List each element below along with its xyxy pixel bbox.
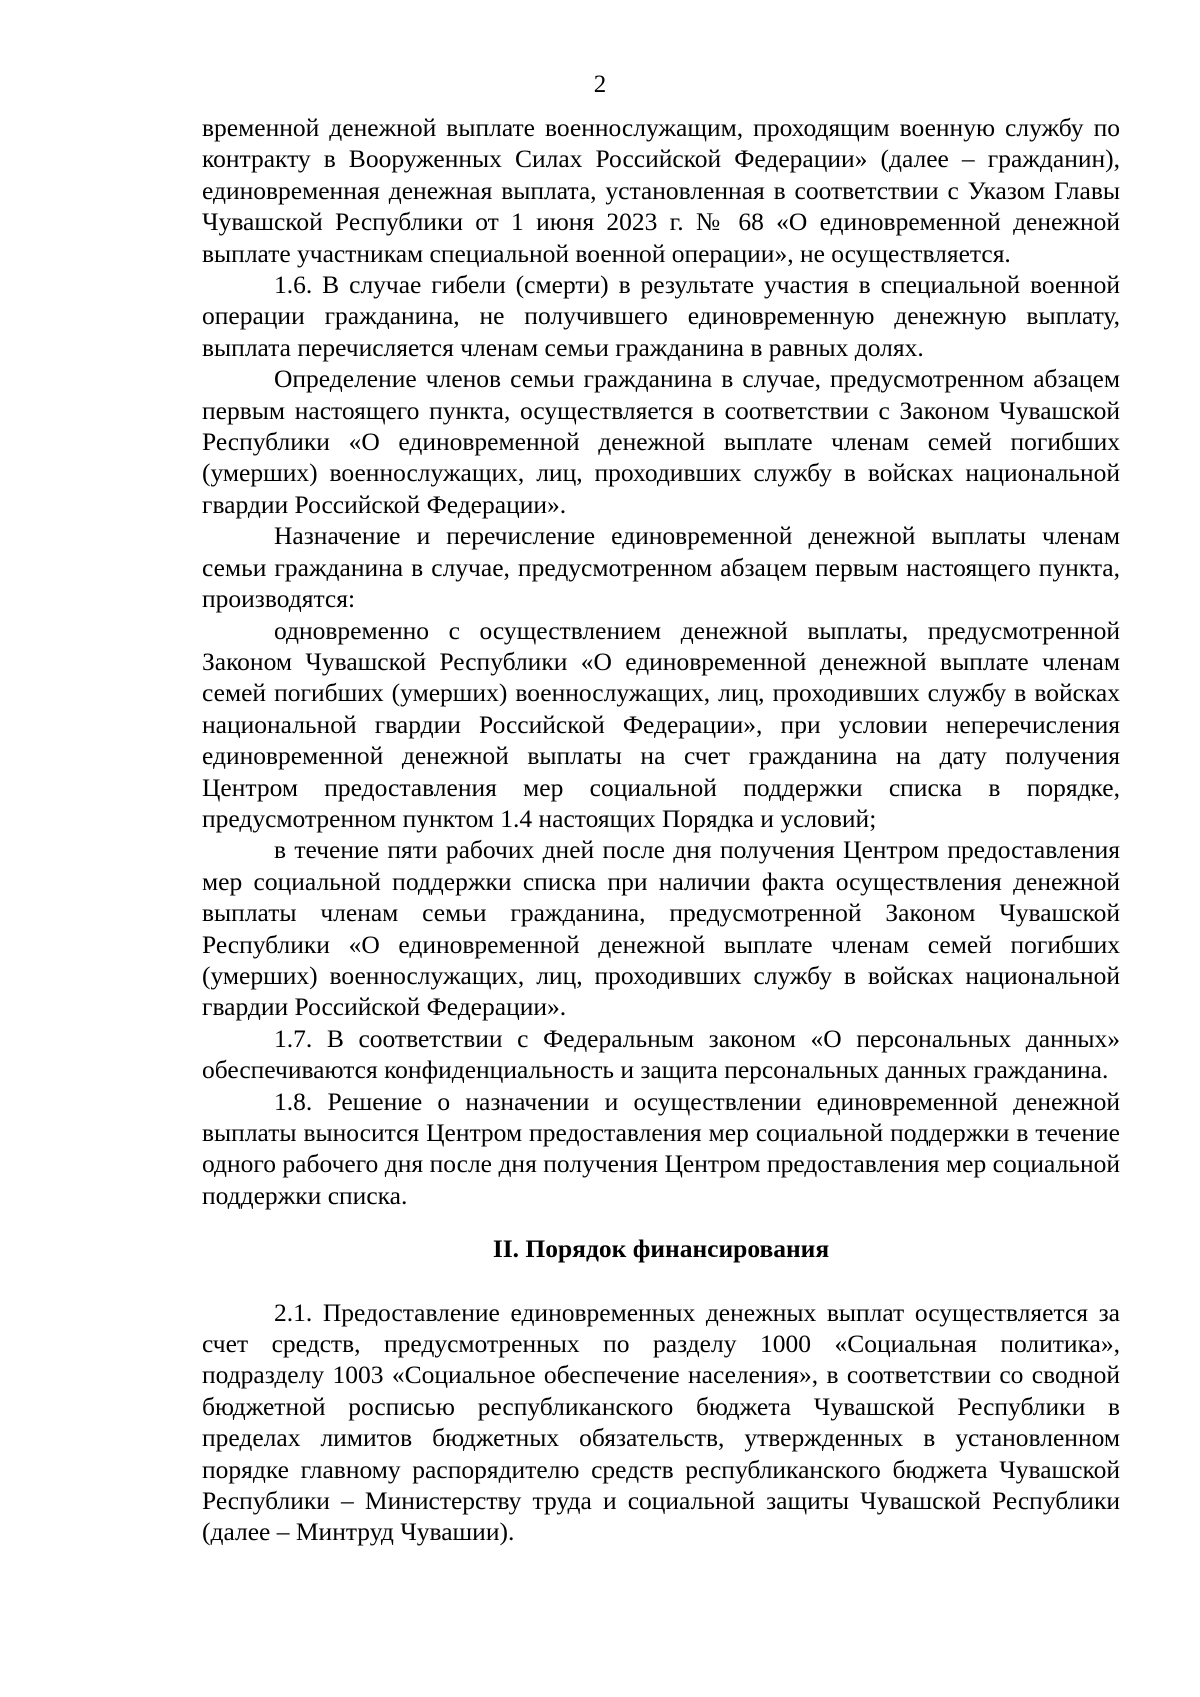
paragraph-five-days: в течение пяти рабочих дней после дня получения Центром предоставления мер социальной поддержки списка при наличии факта осуществления денежной выплаты членам семьи гражданина, предусмотренной Законом Чувашской Республики «О единовременной денежной выплате членам семей погибших (умерших) военнослужащих, лиц, проходивших службу в войсках национальной гвардии Российской Федерации». — [202, 835, 1120, 1022]
page-number: 2 — [593, 71, 607, 98]
paragraph-2-1: 2.1. Предоставление единовременных денежных выплат осуществляется за счет средств, предусмотренных по разделу 1000 «Социальная политика», подразделу 1003 «Социальное обеспечение населения», в соответствии со сводной бюджетной росписью республиканского бюджета Чувашской Республики в пределах лимитов бюджетных обязательств, утвержденных в установленном порядке главному распорядителю средств республиканского бюджета Чувашской Республики – Министерству труда и социальной защиты Чувашской Республики (далее – Минтруд Чувашии). — [202, 1297, 1120, 1547]
paragraph-1-6: 1.6. В случае гибели (смерти) в результате участия в специальной военной операции гражданина, не получившего единовременную денежную выплату, выплата перечисляется членам семьи гражданина в равных долях. — [202, 270, 1120, 362]
paragraph-continuation: временной денежной выплате военнослужащим, проходящим военную службу по контракту в Вооруженных Силах Российской Федерации» (далее – гражданин), единовременная денежная выплата, установленная в соответствии с Указом Главы Чувашской Республики от 1 июня 2023 г. № 68 «О единовременной денежной выплате участникам специальной военной операции», не осуществляется. — [202, 113, 1120, 268]
paragraph-payment-assignment: Назначение и перечисление единовременной денежной выплаты членам семьи гражданина в случае, предусмотренном абзацем первым настоящего пункта, производятся: — [202, 521, 1120, 614]
document-body — [202, 112, 1120, 1548]
paragraph-simultaneous-payment: одновременно с осуществлением денежной выплаты, предусмотренной Законом Чувашской Республики «О единовременной денежной выплате членам семей погибших (умерших) военнослужащих, лиц, проходивших службу в войсках национальной гвардии Российской Федерации», при условии неперечисления единовременной денежной выплаты на счет гражданина на дату получения Центром предоставления мер социальной поддержки списка в порядке, предусмотренном пунктом 1.4 настоящих Порядка и условий; — [202, 615, 1120, 833]
paragraph-1-8: 1.8. Решение о назначении и осуществлении единовременной денежной выплаты выносится Центром предоставления мер социальной поддержки в течение одного рабочего дня после дня получения Центром предоставления мер социальной поддержки списка. — [202, 1086, 1120, 1210]
paragraph-family-definition: Определение членов семьи гражданина в случае, предусмотренном абзацем первым настоящего пункта, осуществляется в соответствии с Законом Чувашской Республики «О единовременной денежной выплате членам семей погибших (умерших) военнослужащих, лиц, проходивших службу в войсках национальной гвардии Российской Федерации». — [202, 364, 1120, 519]
section-heading-financing: II. Порядок финансирования — [492, 1234, 830, 1264]
paragraph-1-7: 1.7. В соответствии с Федеральным законом «О персональных данных» обеспечиваются конфиденциальность и защита персональных данных гражданина. — [202, 1023, 1120, 1085]
